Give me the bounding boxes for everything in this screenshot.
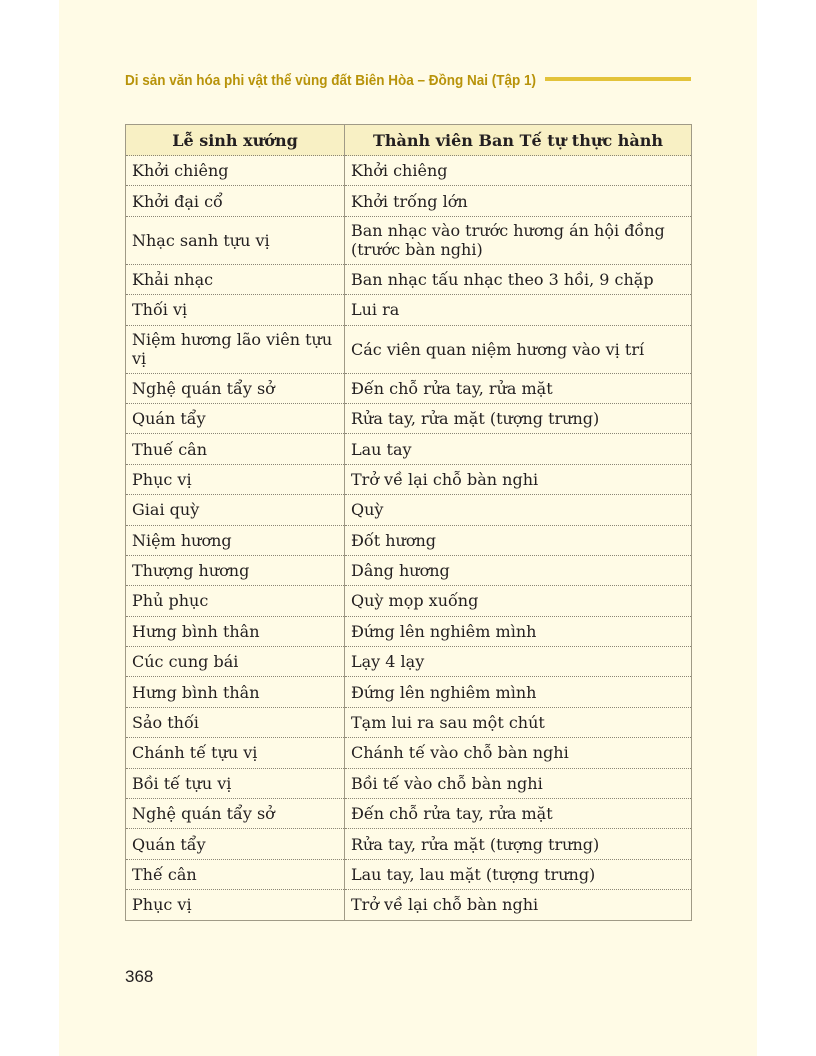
rite-call-cell: Sảo thối xyxy=(126,707,345,737)
rite-action-cell: Ban nhạc vào trước hương án hội đồng (trước bàn nghi) xyxy=(345,216,692,264)
rite-action-cell: Đến chỗ rửa tay, rửa mặt xyxy=(345,373,692,403)
running-header-title: Di sản văn hóa phi vật thể vùng đất Biên Hòa – Đồng Nai (Tập 1) xyxy=(125,72,537,89)
table-row xyxy=(126,677,692,707)
rite-action-cell: Đến chỗ rửa tay, rửa mặt xyxy=(345,799,692,829)
rite-action-cell: Dâng hương xyxy=(345,555,692,585)
table-row xyxy=(126,186,692,216)
column-header-le-sinh-xuong: Lễ sinh xướng xyxy=(126,125,345,156)
rite-call-cell: Nghệ quán tẩy sở xyxy=(126,799,345,829)
header-rule xyxy=(545,77,691,81)
column-header-thanh-vien: Thành viên Ban Tế tự thực hành xyxy=(345,125,692,156)
rite-call-cell: Phủ phục xyxy=(126,586,345,616)
table-row xyxy=(126,829,692,859)
rite-action-cell: Ban nhạc tấu nhạc theo 3 hồi, 9 chặp xyxy=(345,264,692,294)
rite-call-cell: Hưng bình thân xyxy=(126,677,345,707)
rite-call-cell: Khởi đại cổ xyxy=(126,186,345,216)
rite-action-cell: Lui ra xyxy=(345,295,692,325)
rite-action-cell: Các viên quan niệm hương vào vị trí xyxy=(345,325,692,373)
table-row xyxy=(126,859,692,889)
rite-call-cell: Cúc cung bái xyxy=(126,647,345,677)
table-row xyxy=(126,373,692,403)
table-row xyxy=(126,738,692,768)
table-row xyxy=(126,707,692,737)
rite-call-cell: Nghệ quán tẩy sở xyxy=(126,373,345,403)
rite-call-cell: Niệm hương xyxy=(126,525,345,555)
rite-action-cell: Rửa tay, rửa mặt (tượng trưng) xyxy=(345,403,692,433)
rite-action-cell: Rửa tay, rửa mặt (tượng trưng) xyxy=(345,829,692,859)
rite-call-cell: Phục vị xyxy=(126,464,345,494)
rites-table xyxy=(125,124,692,921)
rite-action-cell: Lau tay xyxy=(345,434,692,464)
table-header-row xyxy=(126,125,692,156)
table-row xyxy=(126,495,692,525)
rite-action-cell: Chánh tế vào chỗ bàn nghi xyxy=(345,738,692,768)
table-row xyxy=(126,264,692,294)
page-number: 368 xyxy=(125,967,154,986)
table-row xyxy=(126,647,692,677)
table-row xyxy=(126,555,692,585)
rite-action-cell: Trở về lại chỗ bàn nghi xyxy=(345,464,692,494)
table-row xyxy=(126,403,692,433)
table-row xyxy=(126,768,692,798)
rite-call-cell: Thế cân xyxy=(126,859,345,889)
table-row xyxy=(126,156,692,186)
rite-call-cell: Giai quỳ xyxy=(126,495,345,525)
rite-call-cell: Phục vị xyxy=(126,890,345,920)
rite-action-cell: Khởi trống lớn xyxy=(345,186,692,216)
table-row xyxy=(126,295,692,325)
table-row xyxy=(126,434,692,464)
rite-call-cell: Khải nhạc xyxy=(126,264,345,294)
rite-action-cell: Trở về lại chỗ bàn nghi xyxy=(345,890,692,920)
rite-call-cell: Nhạc sanh tựu vị xyxy=(126,216,345,264)
rite-action-cell: Bồi tế vào chỗ bàn nghi xyxy=(345,768,692,798)
table-row xyxy=(126,890,692,920)
rite-action-cell: Khởi chiêng xyxy=(345,156,692,186)
table-row xyxy=(126,325,692,373)
rite-action-cell: Lạy 4 lạy xyxy=(345,647,692,677)
rite-call-cell: Hưng bình thân xyxy=(126,616,345,646)
table-row xyxy=(126,525,692,555)
table-row xyxy=(126,799,692,829)
rite-action-cell: Tạm lui ra sau một chút xyxy=(345,707,692,737)
rite-call-cell: Quán tẩy xyxy=(126,829,345,859)
rite-action-cell: Quỳ xyxy=(345,495,692,525)
table-row xyxy=(126,216,692,264)
rite-action-cell: Lau tay, lau mặt (tượng trưng) xyxy=(345,859,692,889)
rite-call-cell: Quán tẩy xyxy=(126,403,345,433)
table-row xyxy=(126,616,692,646)
table-row xyxy=(126,464,692,494)
rite-action-cell: Quỳ mọp xuống xyxy=(345,586,692,616)
rite-action-cell: Đứng lên nghiêm mình xyxy=(345,677,692,707)
rite-action-cell: Đốt hương xyxy=(345,525,692,555)
rite-call-cell: Bồi tế tựu vị xyxy=(126,768,345,798)
rite-call-cell: Khởi chiêng xyxy=(126,156,345,186)
table-row xyxy=(126,586,692,616)
rite-call-cell: Thối vị xyxy=(126,295,345,325)
rite-call-cell: Chánh tế tựu vị xyxy=(126,738,345,768)
rite-call-cell: Niệm hương lão viên tựu vị xyxy=(126,325,345,373)
rite-call-cell: Thượng hương xyxy=(126,555,345,585)
rite-action-cell: Đứng lên nghiêm mình xyxy=(345,616,692,646)
rite-call-cell: Thuế cân xyxy=(126,434,345,464)
